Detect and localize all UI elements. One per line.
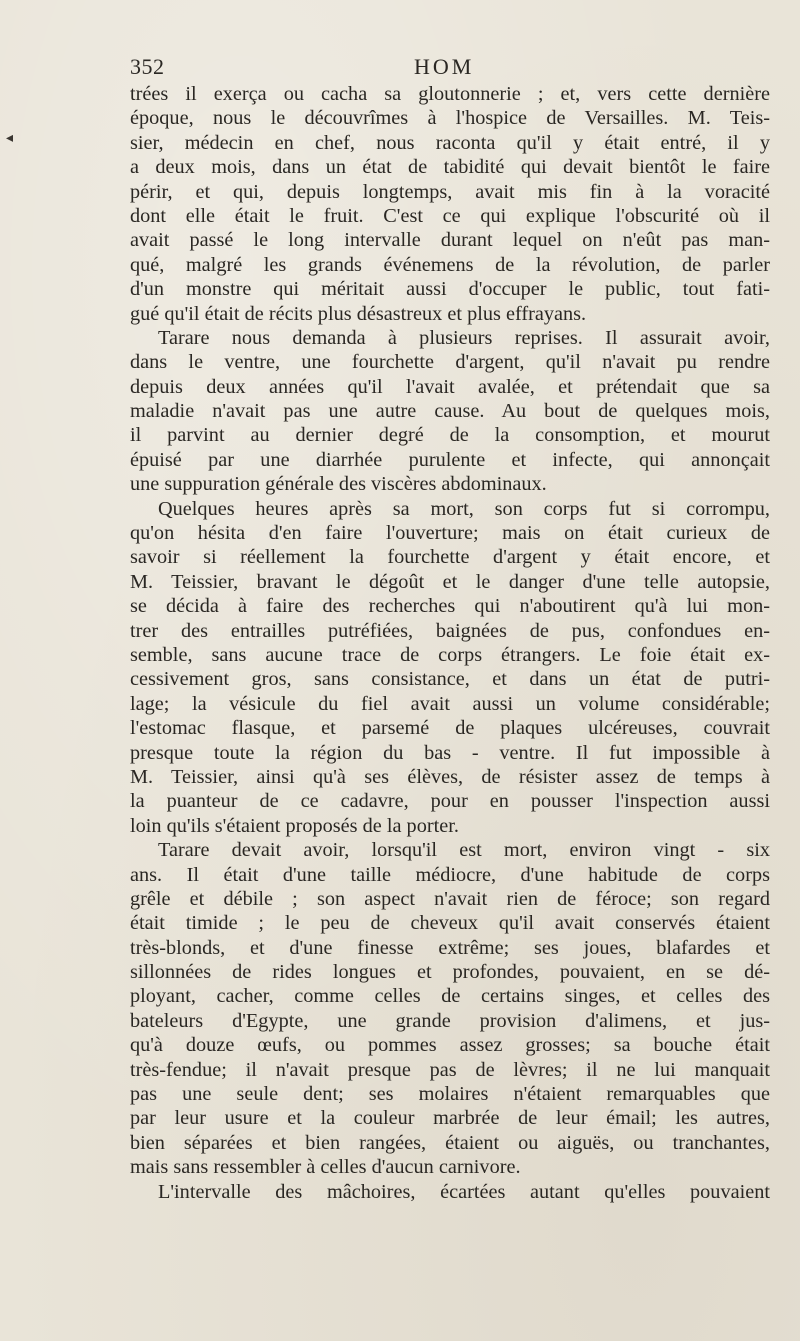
text-line: Tarare nous demanda à plusieurs reprises. Il assurait avoir,	[158, 326, 770, 349]
text-line: qué, malgré les grands événemens de la révolution, de parler	[130, 253, 770, 276]
body-text	[130, 82, 770, 1204]
text-line: très-blonds, et d'une finesse extrême; ses joues, blafardes et	[130, 936, 770, 959]
text-line: d'un monstre qui méritait aussi d'occuper le public, tout fati-	[130, 278, 770, 301]
text-line: par leur usure et la couleur marbrée de leur émail; les autres,	[130, 1107, 770, 1130]
text-line: ans. Il était d'une taille médiocre, d'une habitude de corps	[130, 863, 770, 886]
text-line: grêle et débile ; son aspect n'avait rien de féroce; son regard	[130, 887, 770, 910]
text-line: époque, nous le découvrîmes à l'hospice de Versailles. M. Teis-	[130, 107, 770, 130]
page-number: 352	[130, 54, 165, 79]
text-line: mais sans ressembler à celles d'aucun carnivore.	[130, 1156, 521, 1179]
text-line: L'intervalle des mâchoires, écartées autant qu'elles pouvaient	[158, 1180, 770, 1203]
text-line: pas une seule dent; ses molaires n'étaient remarquables que	[130, 1083, 770, 1106]
text-line: très-fendue; il n'avait presque pas de lèvres; il ne lui manquait	[130, 1058, 770, 1081]
text-line: qu'à douze œufs, ou pommes assez grosses; sa bouche était	[130, 1034, 770, 1057]
text-line: M. Teissier, ainsi qu'à ses élèves, de résister assez de temps à	[130, 765, 770, 788]
text-line: une suppuration générale des viscères abdominaux.	[130, 473, 547, 496]
text-line: qu'on hésita d'en faire l'ouverture; mais on était curieux de	[130, 522, 770, 545]
text-line: il parvint au dernier degré de la consomption, et mourut	[130, 424, 770, 447]
text-line: bateleurs d'Egypte, une grande provision d'alimens, et jus-	[130, 1009, 770, 1032]
text-line: semble, sans aucune trace de corps étrangers. Le foie était ex-	[130, 643, 770, 666]
text-line: épuisé par une diarrhée purulente et infecte, qui annonçait	[130, 448, 770, 471]
text-line: lage; la vésicule du fiel avait aussi un volume considérable;	[130, 692, 770, 715]
text-line: savoir si réellement la fourchette d'argent y était encore, et	[130, 546, 770, 569]
margin-mark: ◂	[6, 131, 14, 146]
text-line: avait passé le long intervalle durant lequel on n'eût pas man-	[130, 229, 770, 252]
text-line: Tarare devait avoir, lorsqu'il est mort, environ vingt - six	[158, 839, 770, 862]
text-line: ployant, cacher, comme celles de certains singes, et celles des	[130, 985, 770, 1008]
text-line: a deux mois, dans un état de tabidité qui devait bientôt le faire	[130, 156, 770, 179]
text-line: maladie n'avait pas une autre cause. Au bout de quelques mois,	[130, 400, 770, 423]
text-line: l'estomac flasque, et parsemé de plaques ulcéreuses, couvrait	[130, 717, 770, 740]
text-line: Quelques heures après sa mort, son corps fut si corrompu,	[158, 497, 770, 520]
text-line: gué qu'il était de récits plus désastreux et plus effrayans.	[130, 302, 587, 325]
text-line: était timide ; le peu de cheveux qu'il avait conservés étaient	[130, 912, 770, 935]
text-line: dans le ventre, une fourchette d'argent, qu'il n'avait pu rendre	[130, 351, 770, 374]
text-line: bien séparées et bien rangées, étaient ou aiguës, ou tranchantes,	[130, 1131, 770, 1154]
text-line: dont elle était le fruit. C'est ce qui explique l'obscurité où il	[130, 204, 770, 227]
text-line: depuis deux années qu'il l'avait avalée, et prétendait que sa	[130, 375, 770, 398]
text-line: périr, et qui, depuis longtemps, avait mis fin à la voracité	[130, 180, 770, 203]
text-line: M. Teissier, bravant le dégoût et le danger d'une telle autopsie,	[130, 570, 770, 593]
text-line: trer des entrailles putréfiées, baignées de pus, confondues en-	[130, 619, 770, 642]
text-line: sier, médecin en chef, nous raconta qu'il y était entré, il y	[130, 131, 770, 154]
text-line: la puanteur de ce cadavre, pour en pousser l'inspection aussi	[130, 790, 770, 813]
text-line: sillonnées de rides longues et profondes, pouvaient, en se dé-	[130, 961, 770, 984]
text-line: se décida à faire des recherches qui n'aboutirent qu'à lui mon-	[130, 595, 770, 618]
text-line: cessivement gros, sans consistance, et dans un état de putri-	[130, 668, 770, 691]
text-line: trées il exerça ou cacha sa gloutonnerie ; et, vers cette dernière	[130, 83, 770, 105]
text-line: presque toute la région du bas - ventre. Il fut impossible à	[130, 741, 770, 764]
text-line: loin qu'ils s'étaient proposés de la porter.	[130, 814, 459, 837]
running-head-title: HOM	[414, 54, 475, 79]
